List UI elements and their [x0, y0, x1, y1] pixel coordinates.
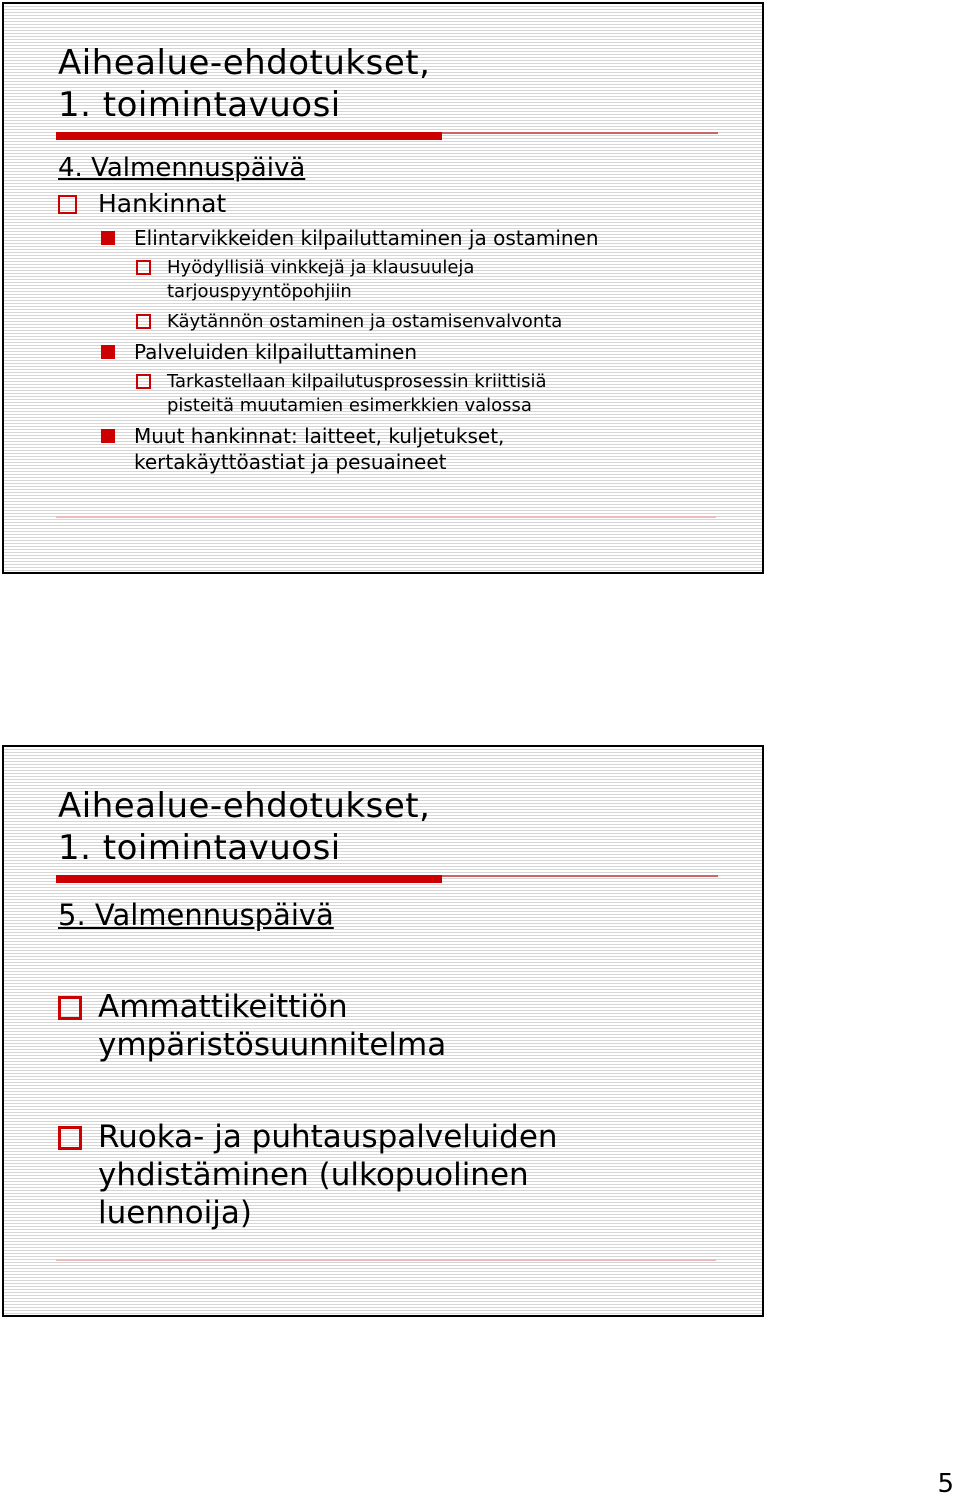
bullet-text: Hankinnat: [98, 189, 227, 218]
hollow-square-bullet-icon: [58, 195, 77, 214]
slide-subheading: 4. Valmennuspäivä: [58, 153, 306, 183]
bullet-text: Palveluiden kilpailuttaminen: [134, 340, 418, 364]
bullet-text: pisteitä muutamien esimerkkien valossa: [167, 395, 532, 416]
page-number: 5: [937, 1469, 954, 1499]
filled-square-bullet-icon: [101, 345, 115, 359]
bullet-text: ympäristösuunnitelma: [98, 1027, 447, 1063]
slide-title-line-2: 1. toimintavuosi: [58, 85, 341, 125]
slide-5th-training-day: [2, 745, 764, 1317]
filled-square-bullet-icon: [101, 231, 115, 245]
hollow-square-bullet-icon: [136, 374, 151, 389]
slide-subheading: 5. Valmennuspäivä: [58, 898, 334, 932]
hollow-square-bullet-icon: [136, 260, 151, 275]
bullet-text: Ruoka- ja puhtauspalveluiden: [98, 1119, 558, 1155]
bullet-text: Hyödyllisiä vinkkejä ja klausuuleja: [167, 257, 475, 278]
slide-title-line-1: Aihealue-ehdotukset,: [58, 43, 431, 83]
slide-4th-training-day: [2, 2, 764, 574]
bullet-text: Elintarvikkeiden kilpailuttaminen ja ostaminen: [134, 226, 599, 250]
bullet-text: tarjouspyyntöpohjiin: [167, 281, 352, 302]
slide-title-line-1: Aihealue-ehdotukset,: [58, 786, 431, 826]
bullet-text: kertakäyttöastiat ja pesuaineet: [134, 450, 447, 474]
title-rule-red: [56, 875, 442, 883]
hollow-square-bullet-icon: [136, 314, 151, 329]
bullet-text: Käytännön ostaminen ja ostamisenvalvonta: [167, 311, 563, 332]
title-rule-thin: [442, 132, 718, 134]
slide-footer-rule: [56, 1259, 716, 1261]
slide-title-line-2: 1. toimintavuosi: [58, 828, 341, 868]
bullet-text: Tarkastellaan kilpailutusprosessin kriittisiä: [167, 371, 547, 392]
bullet-text: yhdistäminen (ulkopuolinen: [98, 1157, 529, 1193]
title-rule-red: [56, 132, 442, 140]
hollow-square-bullet-icon: [58, 996, 82, 1020]
filled-square-bullet-icon: [101, 429, 115, 443]
bullet-text: Muut hankinnat: laitteet, kuljetukset,: [134, 424, 505, 448]
bullet-text: Ammattikeittiön: [98, 989, 348, 1025]
slide-footer-rule: [56, 516, 716, 518]
hollow-square-bullet-icon: [58, 1126, 82, 1150]
bullet-text: luennoija): [98, 1195, 252, 1231]
title-rule-thin: [442, 875, 718, 877]
